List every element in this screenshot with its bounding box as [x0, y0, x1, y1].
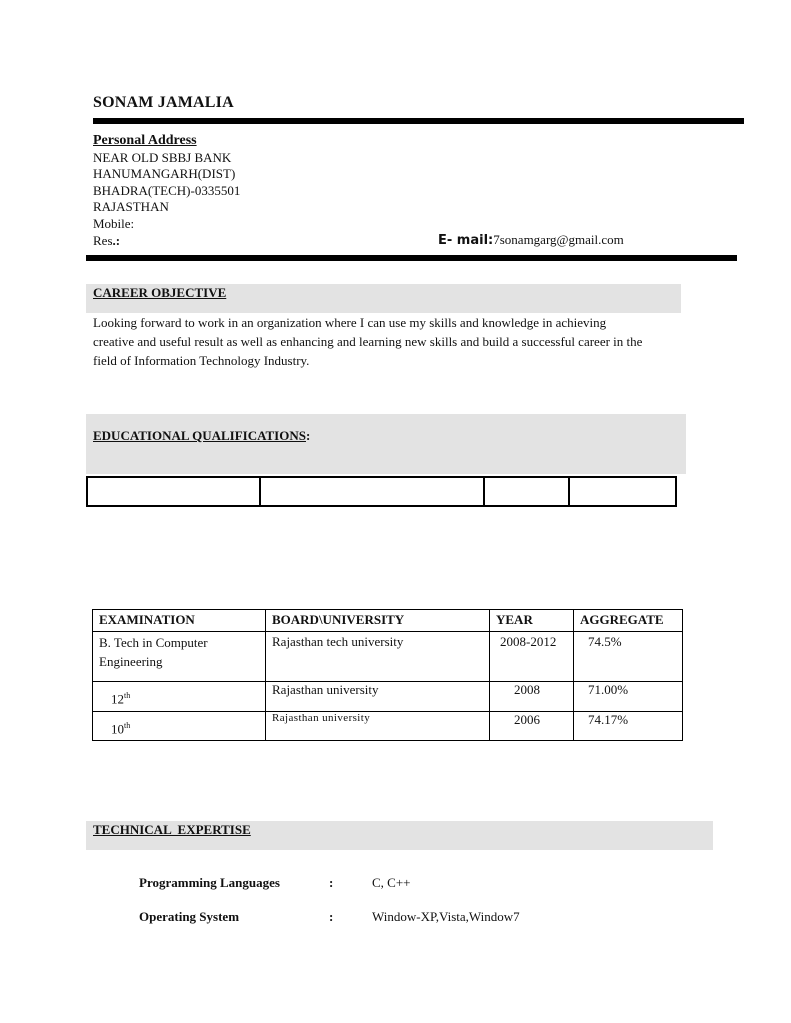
address-label: Personal Address	[93, 133, 197, 148]
exam-cell	[93, 712, 266, 741]
empty-cell	[484, 477, 569, 506]
res-label	[93, 233, 120, 249]
exam-text: B. Tech in Computer	[99, 635, 208, 650]
table-header-row	[93, 610, 683, 632]
exam-text: Engineering	[99, 654, 163, 669]
education-band	[86, 414, 686, 474]
address-line: RAJASTHAN	[93, 199, 169, 214]
header-examination: EXAMINATION	[93, 610, 266, 632]
technical-title: TECHNICAL EXPERTISE	[93, 822, 251, 837]
email-row	[438, 232, 624, 248]
header-aggregate: AGGREGATE	[574, 610, 683, 632]
objective-line: Looking forward to work in an organization where I can use my skills and knowledge in achieving	[93, 315, 607, 330]
exam-text: 10	[111, 721, 124, 737]
education-title	[93, 428, 310, 444]
aggregate-cell: 74.5%	[574, 632, 683, 682]
education-table	[92, 609, 683, 741]
res-punct: .:	[112, 233, 121, 248]
email-label: E- mail:	[438, 233, 494, 248]
objective-line: creative and useful result as well as enhancing and learning new skills and build a successful career in the	[93, 334, 643, 349]
exam-sup: th	[124, 721, 131, 730]
email-value: 7sonamgarg@gmail.com	[493, 232, 624, 247]
header-year: YEAR	[490, 610, 574, 632]
res-text: Res	[93, 233, 113, 248]
skill-label: Operating System	[139, 909, 240, 924]
education-title-text: EDUCATIONAL QUALIFICATIONS	[93, 428, 306, 443]
empty-cell	[260, 477, 484, 506]
board-cell: Rajasthan university	[266, 682, 490, 712]
education-title-suffix: :	[305, 428, 311, 443]
candidate-name: SONAM JAMALIA	[93, 94, 234, 111]
exam-cell	[93, 682, 266, 712]
career-objective-text	[93, 313, 703, 370]
aggregate-cell: 74.17%	[574, 712, 683, 741]
skill-colon: :	[329, 875, 334, 890]
header-divider	[93, 118, 744, 124]
year-cell: 2008-2012	[490, 632, 574, 682]
address-divider	[86, 255, 737, 261]
table-row	[93, 712, 683, 741]
address-line: NEAR OLD SBBJ BANK	[93, 150, 232, 165]
year-cell: 2008	[490, 682, 574, 712]
aggregate-cell: 71.00%	[574, 682, 683, 712]
empty-cell	[569, 477, 676, 506]
address-line: HANUMANGARH(DIST)	[93, 166, 236, 181]
exam-sup: th	[124, 691, 131, 700]
board-cell: Rajasthan tech university	[266, 632, 490, 682]
board-cell: Rajasthan university	[266, 712, 490, 741]
career-objective-title: CAREER OBJECTIVE	[93, 285, 227, 300]
table-row	[93, 682, 683, 712]
empty-cell	[87, 477, 260, 506]
skill-colon: :	[329, 909, 334, 924]
year-cell: 2006	[490, 712, 574, 741]
objective-line: field of Information Technology Industry.	[93, 353, 310, 368]
empty-table	[86, 476, 677, 507]
skill-label: Programming Languages	[139, 875, 280, 890]
table-row	[93, 632, 683, 682]
exam-text: 12	[111, 691, 124, 707]
address-line: BHADRA(TECH)-0335501	[93, 183, 241, 198]
skill-value: C, C++	[372, 875, 411, 890]
skill-value: Window-XP,Vista,Window7	[372, 909, 520, 924]
mobile-label: Mobile:	[93, 216, 135, 231]
exam-cell	[93, 632, 266, 682]
header-board: BOARD\UNIVERSITY	[266, 610, 490, 632]
